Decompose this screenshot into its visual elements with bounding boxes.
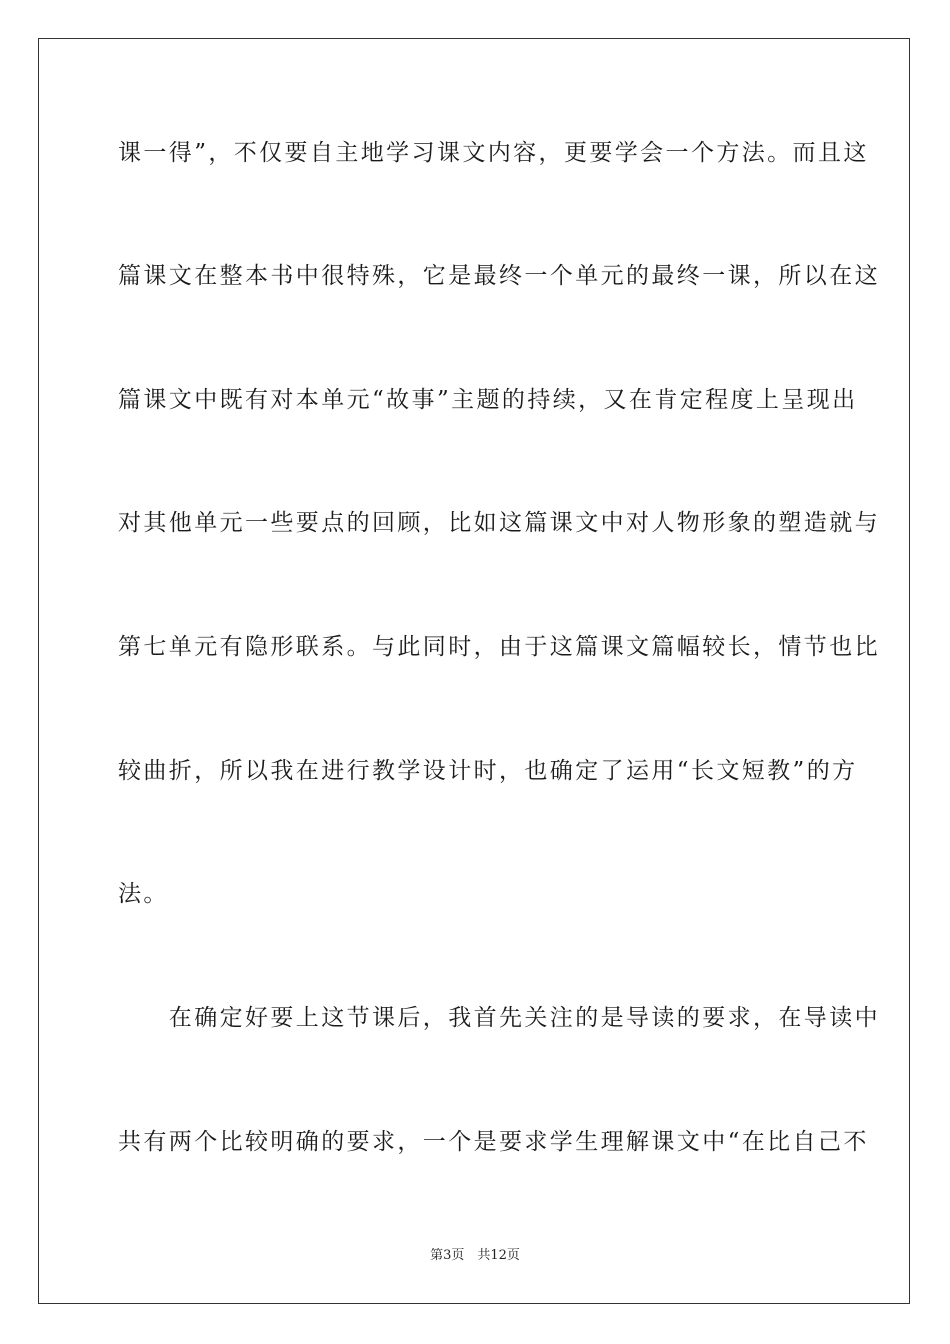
page-number-footer: 第3页 共12页: [430, 1248, 520, 1263]
text-line: 第七单元有隐形联系。与此同时，由于这篇课文篇幅较长，情节也比: [118, 634, 880, 660]
text-line: 较曲折，所以我在进行教学设计时，也确定了运用“长文短教”的方: [118, 758, 858, 784]
text-line: 课一得”，不仅要自主地学习课文内容，更要学会一个方法。而且这: [118, 140, 869, 166]
text-line: 篇课文中既有对本单元“故事”主题的持续，又在肯定程度上呈现出: [118, 387, 858, 413]
page-border: [38, 38, 910, 1304]
text-line: 法。: [118, 881, 169, 907]
text-line: 对其他单元一些要点的回顾，比如这篇课文中对人物形象的塑造就与: [118, 510, 880, 536]
text-line: 共有两个比较明确的要求，一个是要求学生理解课文中“在比自己不: [118, 1129, 869, 1155]
text-line: 篇课文在整本书中很特殊，它是最终一个单元的最终一课，所以在这: [118, 263, 880, 289]
text-line: 在确定好要上这节课后，我首先关注的是导读的要求，在导读中: [118, 1005, 880, 1031]
